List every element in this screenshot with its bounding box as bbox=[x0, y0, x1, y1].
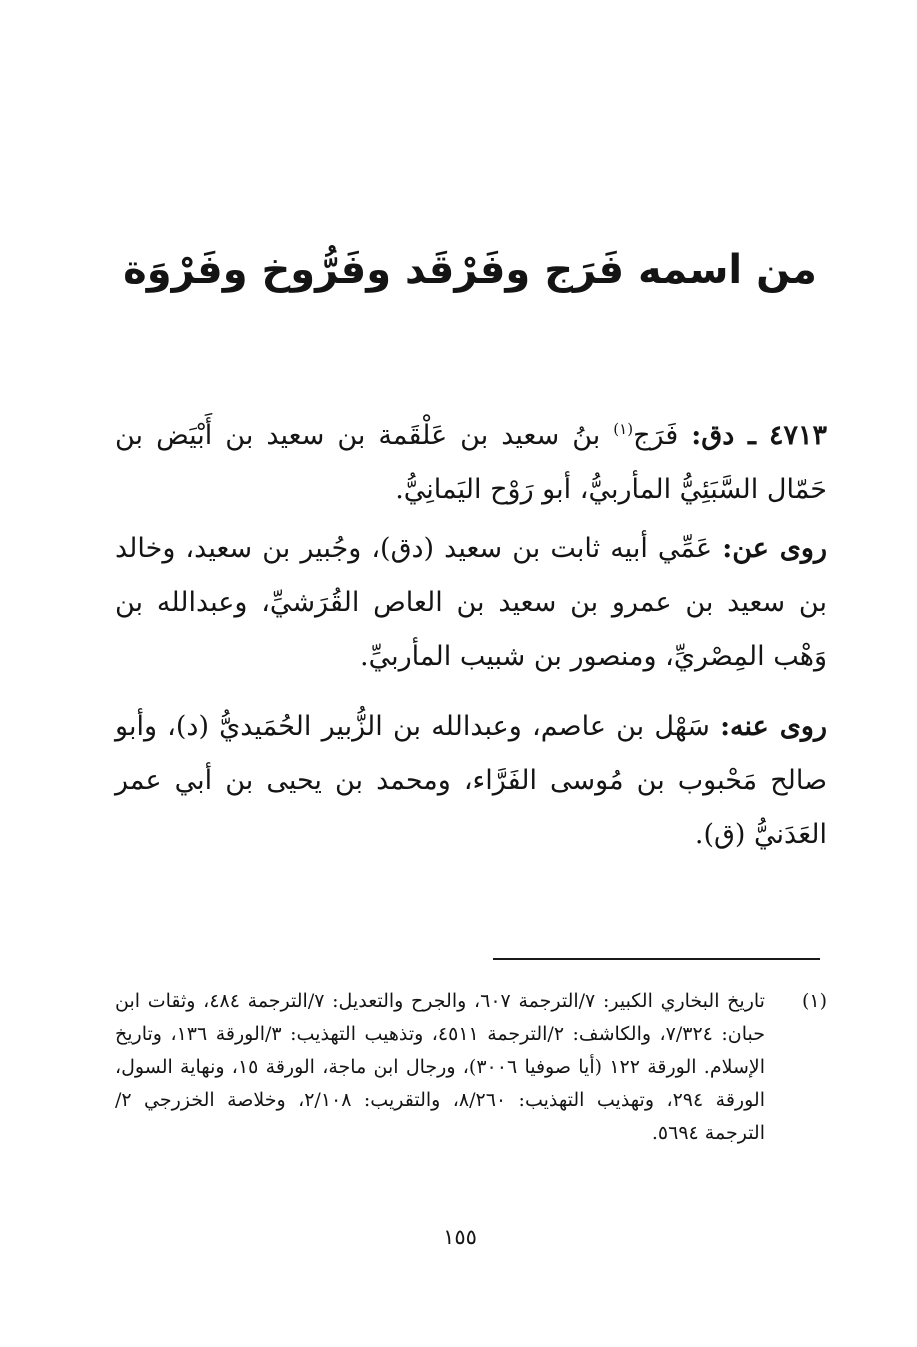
narrated-from-paragraph bbox=[115, 522, 827, 684]
footnote-marker: (١) bbox=[801, 990, 827, 1012]
entry-text: بنُ سعيد بن عَلْقَمة بن سعيد بن أَبْيَض بن حَمّال السَّبَئِيُّ المأربيُّ، أبو رَوْح اليَمانِيُّ. bbox=[115, 420, 827, 505]
narrated-by-text: سَهْل بن عاصم، وعبدالله بن الزُّبير الحُمَيديُّ (د)، وأبو صالح مَحْبوب بن مُوسى الفَرَّاء، ومحمد بن يحيى بن أبي عمر العَدَنيُّ (ق). bbox=[115, 711, 827, 850]
entry-name: فَرَج bbox=[633, 420, 679, 451]
narrated-from-text: عَمِّي أبيه ثابت بن سعيد (دق)، وجُبير بن سعيد، وخالد بن سعيد بن عمرو بن سعيد بن العاص القُرَشيِّ، وعبدالله بن وَهْب المِصْريِّ، ومنصور بن شبيب المأربيِّ. bbox=[115, 533, 827, 672]
footnote-reference: (١) bbox=[613, 420, 634, 438]
entry-number: ٤٧١٣ bbox=[768, 420, 827, 451]
footnote-divider bbox=[493, 958, 820, 960]
narrated-by-label: روى عنه: bbox=[720, 711, 827, 742]
page-number: ١٥٥ bbox=[443, 1225, 477, 1249]
chapter-heading: من اسمه فَرَج وفَرْقَد وفَرُّوخ وفَرْوَة bbox=[123, 247, 817, 293]
footnote bbox=[115, 985, 827, 1150]
biography-entry bbox=[115, 402, 827, 517]
narrated-from-label: روى عن: bbox=[722, 533, 827, 564]
narrated-by-paragraph bbox=[115, 700, 827, 862]
footnote-text: تاريخ البخاري الكبير: ٧/الترجمة ٦٠٧، والجرح والتعديل: ٧/الترجمة ٤٨٤، وثقات ابن حبان: ٧/٣٢٤، والكاشف: ٢/الترجمة ٤٥١١، وتذهيب التهذيب: ٣/الورقة ١٣٦، وتاريخ الإسلام. الورقة ١٢٢ (أيا صوفيا ٣٠٠٦)، ورجال ابن ماجة، الورقة ١٥، ونهاية السول، الورقة ٢٩٤، وتهذيب التهذيب: ٨/٢٦٠، والتقريب: ٢/١٠٨، وخلاصة الخزرجي ٢/الترجمة ٥٦٩٤. bbox=[115, 990, 765, 1144]
entry-codes: ـ دق: bbox=[691, 420, 756, 451]
